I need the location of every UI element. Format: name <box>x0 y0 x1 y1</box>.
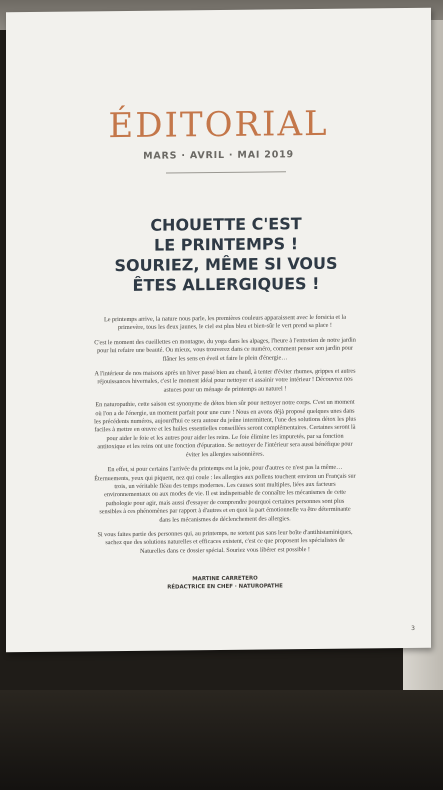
paragraph: En effet, si pour certains l'arrivée du printemps est la joie, pour d'autres ce n'est pas la même… Éternuements, yeux qui piquent, nez qui coule : les allergies aux pollens touchent environ un Français sur trois, un véritable fléau des temps modernes. Les causes sont multiples, liées aux facteurs environnementaux ou aux modes de vie. Il est indispensable de connaître les mécanismes de cette pathologie pour agir, mais aussi d'essayer de comprendre pourquoi certaines personnes sont plus sensibles à ces phénomènes par rapport à d'autres et en quoi la part émotionnelle va être déterminante dans les mécanismes de déclenchement des allergies. <box>94 463 356 524</box>
article-title <box>106 214 346 297</box>
paragraph: C'est le moment des cueillettes en montagne, du yoga dans les alpages, l'heure à l'entretien de notre jardin pour lui refaire une beauté. Ou mieux, vous trouverez dans ce numéro, comment penser son jardin pour flâner les sens en éveil et faire le plein d'énergie… <box>94 336 356 363</box>
signature <box>94 574 356 593</box>
paragraph: Si vous faites partie des personnes qui, au printemps, ne sortent pas sans leur boîte d'antihistaminiques, sachez que des solutions naturelles et efficaces existent, c'est ce que proposent les spécialistes de Naturelles dans ce dossier spécial. Souriez vous libérer est possible ! <box>97 528 353 555</box>
title-line: CHOUETTE C'EST <box>150 214 302 235</box>
title-line: ÊTES ALLERGIQUES ! <box>132 273 320 295</box>
title-line: SOURIEZ, MÊME SI VOUS <box>114 253 338 276</box>
divider <box>166 171 286 173</box>
page-number: 3 <box>411 624 415 632</box>
magazine-page <box>6 8 431 652</box>
paragraph: En naturopathie, cette saison est synonyme de détox bien sûr pour nettoyer notre corps. C'est un moment où l'on a de l'énergie, un moment parfait pour une cure ! Nous en avons déjà proposé quelques unes dans les précédents numéros, aujourd'hui ce sera autour du jeûne intermittent, l'une des solutions détox les plus faciles à mettre en œuvre et les huiles essentielles conseillées seront complémentaires. Certaines seront là pour aider le foie et les autres pour aider les reins. Le foie élimine les impuretés, par sa fonction antitoxique et les reins ont une fonction d'épuration. Se nettoyer de l'intérieur sera aussi bénéfique pour éviter les allergies saisonnières. <box>94 398 356 459</box>
title-line: LE PRINTEMPS ! <box>154 234 298 255</box>
author-role: RÉDACTRICE EN CHEF · NATUROPATHE <box>167 583 283 591</box>
background-table <box>0 690 443 790</box>
editorial-heading: ÉDITORIAL <box>108 103 329 147</box>
article-body <box>94 314 356 563</box>
paragraph: Le printemps arrive, la nature nous parle, les premières couleurs apparaissent avec le forsicia et la primevère, tous les deux jaunes, le ciel est plus bleu et bien-sûr le vert prend sa place ! <box>103 313 347 332</box>
issue-dates: MARS · AVRIL · MAI 2019 <box>143 149 294 162</box>
paragraph: A l'intérieur de nos maisons après un hiver passé bien au chaud, à tenter d'éviter rhumes, grippes et autres réjouissances hivernales, c'est le moment idéal pour nettoyer et assainir votre intérieur ! Découvrez nos astuces pour un ménage de printemps au naturel ! <box>94 367 356 394</box>
author-name: MARTINE CARRETERO <box>192 575 258 583</box>
